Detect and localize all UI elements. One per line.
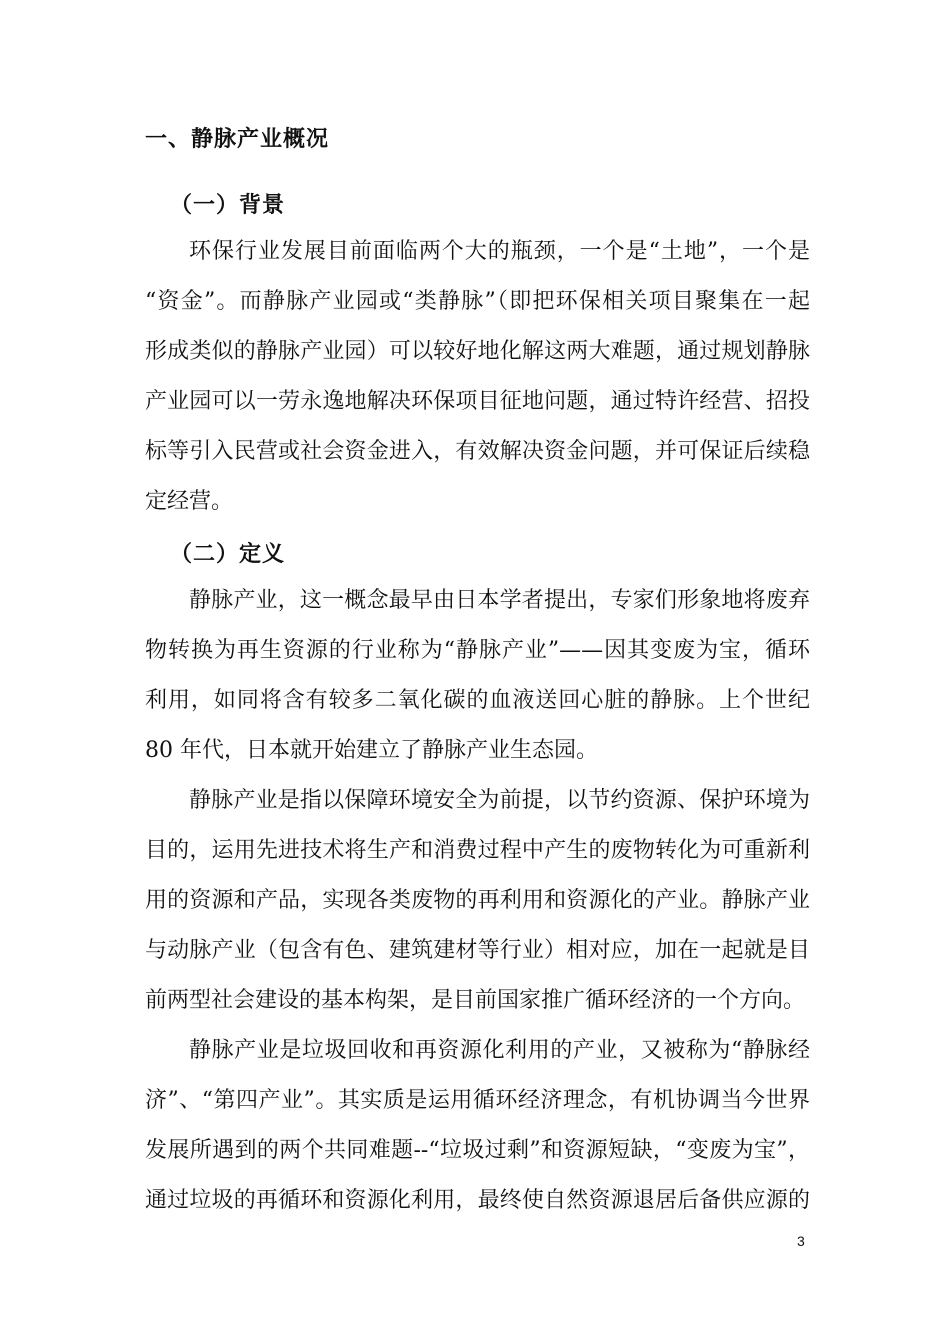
paragraph-line: 定经营。 xyxy=(145,489,234,514)
paragraph-line: 静脉产业，这一概念最早由日本学者提出，专家们形象地将废弃 xyxy=(189,588,810,613)
paragraph-line: 静脉产业是垃圾回收和再资源化利用的产业，又被称为“静脉经 xyxy=(189,1038,810,1063)
paragraph-line: 发展所遇到的两个共同难题--“垃圾过剩”和资源短缺，“变废为宝”， xyxy=(145,1138,810,1163)
page-number: 3 xyxy=(797,1233,805,1249)
subsection-heading-background: （一）背景 xyxy=(170,192,286,218)
paragraph-line: 济”、“第四产业”。其实质是运用循环经济理念，有机协调当今世界 xyxy=(145,1088,810,1113)
section-title: 一、静脉产业概况 xyxy=(145,126,330,152)
paragraph-line: 与动脉产业（包含有色、建筑建材等行业）相对应，加在一起就是目 xyxy=(145,938,810,963)
paragraph-line: 前两型社会建设的基本构架，是目前国家推广循环经济的一个方向。 xyxy=(145,988,806,1013)
paragraph-line: 形成类似的静脉产业园）可以较好地化解这两大难题，通过规划静脉 xyxy=(145,339,810,364)
paragraph-line: 环保行业发展目前面临两个大的瓶颈，一个是“土地”，一个是 xyxy=(189,239,810,264)
paragraph-line: 物转换为再生资源的行业称为“静脉产业”——因其变废为宝，循环 xyxy=(145,638,810,663)
paragraph-line: 产业园可以一劳永逸地解决环保项目征地问题，通过特许经营、招投 xyxy=(145,389,810,414)
paragraph-line: 标等引入民营或社会资金进入，有效解决资金问题，并可保证后续稳 xyxy=(145,439,810,464)
paragraph-line: 80 年代，日本就开始建立了静脉产业生态园。 xyxy=(145,738,598,763)
paragraph-line: “资金”。而静脉产业园或“类静脉”（即把环保相关项目聚集在一起 xyxy=(145,289,810,314)
paragraph-line: 用的资源和产品，实现各类废物的再利用和资源化的产业。静脉产业 xyxy=(145,888,810,913)
subsection-heading-definition: （二）定义 xyxy=(170,541,286,567)
paragraph-line: 利用，如同将含有较多二氧化碳的血液送回心脏的静脉。上个世纪 xyxy=(145,688,810,713)
paragraph-line: 静脉产业是指以保障环境安全为前提，以节约资源、保护环境为 xyxy=(189,788,810,813)
paragraph-line: 通过垃圾的再循环和资源化利用，最终使自然资源退居后备供应源的 xyxy=(145,1188,810,1213)
paragraph-line: 目的，运用先进技术将生产和消费过程中产生的废物转化为可重新利 xyxy=(145,838,810,863)
